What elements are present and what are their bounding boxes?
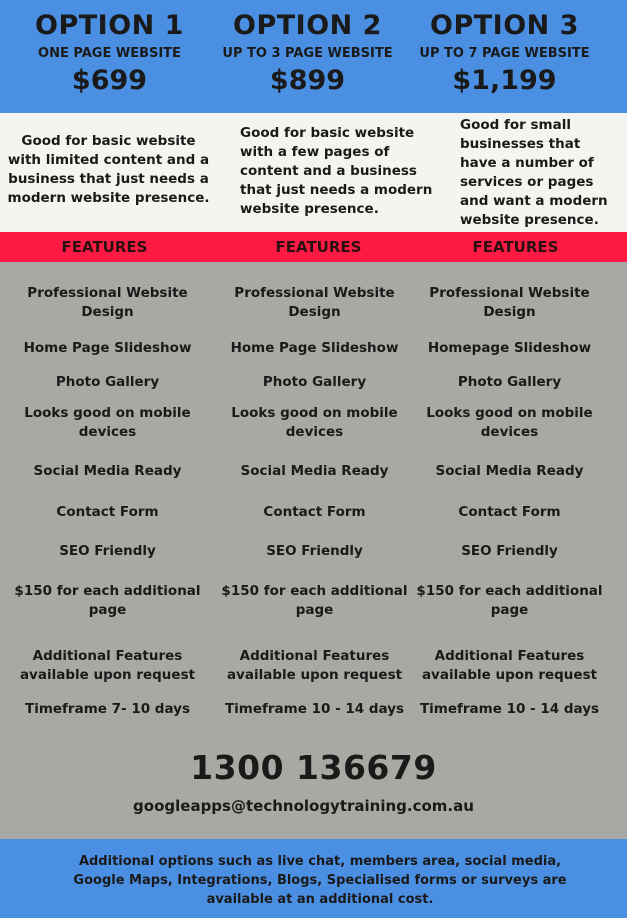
option-title: OPTION 3 <box>430 10 579 41</box>
feature-item: Looks good on mobile devices <box>426 405 593 440</box>
option-subtitle: UP TO 7 PAGE WEBSITE <box>419 46 590 61</box>
option-3-description: Good for small businesses that have a number of services or pages and want a modern website presence. <box>460 117 608 228</box>
feature-item: Home Page Slideshow <box>230 340 399 356</box>
option-price: $699 <box>71 65 148 96</box>
feature-item: Contact Form <box>56 504 159 520</box>
feature-item: Professional Website Design <box>27 285 188 320</box>
feature-item: Additional Features available upon request <box>226 648 403 683</box>
feature-item: Timeframe 10 - 14 days <box>419 701 600 717</box>
feature-item: Additional Features available upon request <box>421 648 598 683</box>
feature-item: Photo Gallery <box>262 374 367 390</box>
pricing-header-band <box>0 0 627 113</box>
option-price: $1,199 <box>452 65 557 96</box>
option-price: $899 <box>269 65 346 96</box>
option-subtitle: ONE PAGE WEBSITE <box>38 46 181 61</box>
feature-item: Contact Form <box>458 504 561 520</box>
option-2-header <box>203 8 412 98</box>
description-band <box>0 113 627 232</box>
feature-item: SEO Friendly <box>461 543 558 559</box>
feature-item: Photo Gallery <box>457 374 562 390</box>
feature-item: Social Media Ready <box>240 463 389 479</box>
feature-item: $150 for each additional page <box>221 583 408 618</box>
feature-item: Additional Features available upon request <box>19 648 196 683</box>
option-title: OPTION 1 <box>35 10 184 41</box>
feature-item: Timeframe 7- 10 days <box>25 701 190 717</box>
footer-note: Additional options such as live chat, members area, social media, Google Maps, Integrations, Blogs, Specialised forms or surveys are available at an additional cost. <box>73 854 567 907</box>
option-title: OPTION 2 <box>233 10 382 41</box>
feature-item: Looks good on mobile devices <box>24 405 191 440</box>
feature-item: $150 for each additional page <box>14 583 201 618</box>
feature-item: Looks good on mobile devices <box>231 405 398 440</box>
feature-item: Home Page Slideshow <box>23 340 192 356</box>
feature-item: Timeframe 10 - 14 days <box>224 701 405 717</box>
features-heading: FEATURES <box>275 238 362 256</box>
phone-number[interactable]: 1300 136679 <box>190 748 437 787</box>
email-address[interactable]: googleapps@technologytraining.com.au <box>133 797 474 815</box>
feature-item: Contact Form <box>263 504 366 520</box>
option-3-header <box>400 8 609 98</box>
features-heading: FEATURES <box>472 238 559 256</box>
feature-item: Social Media Ready <box>33 463 182 479</box>
feature-item: $150 for each additional page <box>416 583 603 618</box>
feature-item: Professional Website Design <box>429 285 590 320</box>
footer-band <box>0 839 627 918</box>
option-2-description: Good for basic website with a few pages of content and a business that just needs a modern website presence. <box>240 125 433 217</box>
option-1-description: Good for basic website with limited content and a business that just needs a modern website presence. <box>7 133 210 206</box>
feature-item: Homepage Slideshow <box>427 340 592 356</box>
feature-item: Professional Website Design <box>234 285 395 320</box>
option-1-header <box>5 8 214 98</box>
feature-item: SEO Friendly <box>59 543 156 559</box>
option-subtitle: UP TO 3 PAGE WEBSITE <box>222 46 393 61</box>
feature-item: Social Media Ready <box>435 463 584 479</box>
features-heading: FEATURES <box>61 238 148 256</box>
feature-item: SEO Friendly <box>266 543 363 559</box>
feature-item: Photo Gallery <box>55 374 160 390</box>
features-band <box>0 232 627 262</box>
